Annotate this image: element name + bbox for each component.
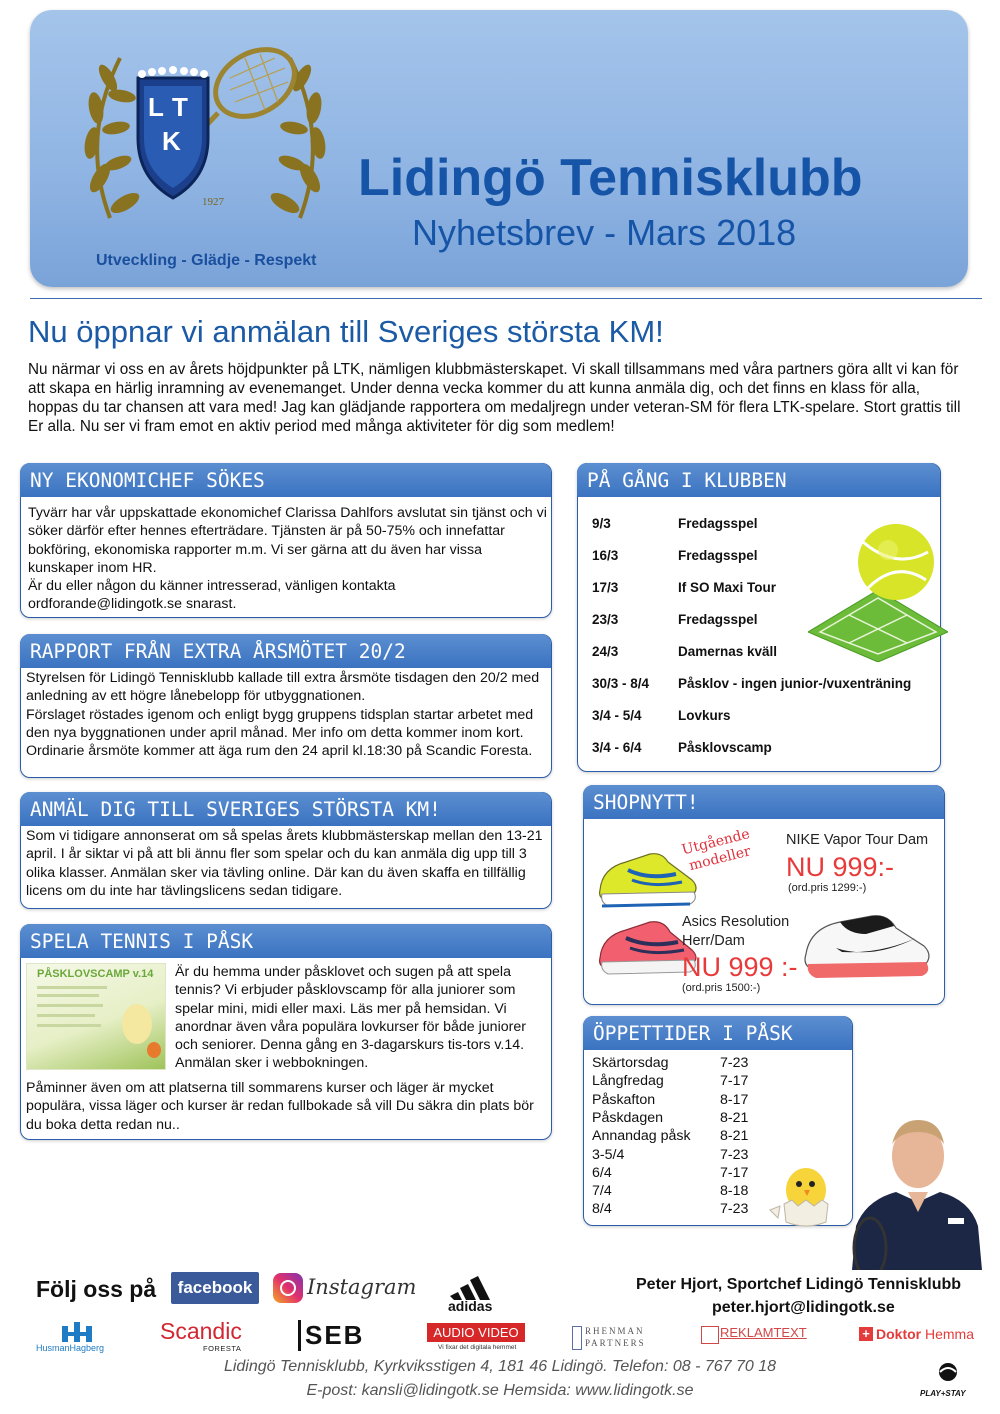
logo-letter-k: K: [162, 126, 181, 156]
economist-box: [20, 463, 552, 618]
sponsor-rhenman: RHENMAN: [585, 1326, 645, 1336]
outgoing-models-tag: Utgående modeller: [680, 826, 753, 875]
calendar-box: [577, 463, 941, 772]
easter-tennis-title: SPELA TENNIS I PÅSK: [20, 924, 551, 958]
reklamtext-icon: [701, 1326, 719, 1344]
economist-text: Tyvärr har vår uppskattade ekonomichef Clarissa Dahlfors avslutat sin tjänst och vi söker därför efter hennes efterträdare. Tjänsten är på 50-75% och innefattar bokföring, ekonomiska rapporter m.m. Vi ser gärna att du även har vissa kunskaper inom HR.: [28, 505, 547, 576]
calendar-date: 9/3: [592, 516, 611, 531]
summer-courses-text: Påminner även om att platserna till sommarens kurser och läger är mycket populära, vissa läger och kurser är redan fullbokade så vill Du säkra din plats bör du boka detta redan nu..: [26, 1080, 534, 1133]
opening-hours-time: 7-23: [720, 1201, 749, 1218]
opening-hours-day: 8/4: [592, 1201, 612, 1218]
opening-hours-day: Skärtorsdag: [592, 1055, 669, 1071]
calendar-date: 23/3: [592, 612, 619, 627]
club-title: Lidingö Tennisklubb: [358, 149, 863, 207]
opening-hours-title: ÖPPETTIDER I PÅSK: [583, 1016, 852, 1050]
shop-title: SHOPNYTT!: [583, 785, 944, 819]
club-slogan: Utveckling - Glädje - Respekt: [96, 252, 317, 269]
opening-hours-row: [592, 1073, 749, 1090]
logo-letter-l: L: [148, 92, 164, 122]
club-logo: [70, 18, 340, 258]
opening-hours-day: Påskafton: [592, 1091, 656, 1108]
opening-hours-row: [592, 1091, 749, 1108]
facebook-link[interactable]: facebook: [171, 1272, 259, 1304]
follow-us-label: Följ oss på: [36, 1276, 157, 1302]
calendar-date: 3/4 - 5/4: [592, 708, 642, 723]
opening-hours-time: 8-18: [720, 1183, 749, 1200]
sponsor-reklamtext: REKLAMTEXT: [720, 1325, 807, 1340]
opening-hours-day: Annandag påsk: [592, 1128, 691, 1145]
product-asics-price: NU 999 :-: [682, 952, 798, 982]
calendar-event: Lovkurs: [678, 708, 731, 723]
opening-hours-row: [592, 1128, 749, 1145]
main-headline: Nu öppnar vi anmälan till Sveriges största KM!: [28, 314, 664, 349]
opening-hours-row: [592, 1109, 749, 1126]
calendar-date: 16/3: [592, 548, 619, 563]
calendar-date: 17/3: [592, 580, 619, 595]
opening-hours-row: [592, 1146, 749, 1163]
opening-hours-row: [592, 1183, 749, 1200]
nike-shoe-image: [796, 908, 936, 988]
opening-hours-time: 7-17: [720, 1073, 749, 1090]
easter-chick-image: [766, 1160, 836, 1230]
calendar-event: If SO Maxi Tour: [678, 580, 777, 595]
product-nike-ord-price: (ord.pris 1299:-): [788, 882, 867, 894]
sponsor-scandic-sub: FORESTA: [203, 1344, 242, 1353]
doktorhemma-icon: +: [859, 1327, 873, 1341]
sportchef-photo: [852, 1108, 982, 1270]
product-asics-ord-price: (ord.pris 1500:-): [682, 982, 761, 994]
sponsor-adidas: adidas: [448, 1298, 493, 1314]
opening-hours-day: Långfredag: [592, 1073, 664, 1090]
km-text: Som vi tidigare annonserat om så spelas årets klubbmästerskap mellan den 13-21 april. I år siktar vi på att bli ännu fler som spelar och du kan anmäla dig upp till 3 olika klasser. Anmälan sker via tävling online. Där kan du även skaffa en tillfällig licens om du inte har tävlingslicens sedan tidigare.: [26, 828, 543, 899]
economist-title: NY EKONOMICHEF SÖKES: [20, 463, 551, 497]
km-box: [20, 792, 552, 909]
playstay-icon: [928, 1362, 968, 1390]
calendar-event: Fredagsspel: [678, 612, 758, 627]
calendar-date: 3/4 - 6/4: [592, 740, 642, 755]
annual-meeting-box: [20, 634, 552, 778]
calendar-event: Fredagsspel: [678, 516, 758, 531]
calendar-date: 24/3: [592, 644, 619, 659]
shop-box: [583, 785, 945, 1005]
opening-hours-time: 8-21: [720, 1109, 749, 1126]
opening-hours-time: 7-17: [720, 1164, 749, 1181]
sponsor-scandic: Scandic: [160, 1318, 242, 1344]
opening-hours-time: 8-21: [720, 1128, 749, 1145]
easter-tennis-text: Är du hemma under påsklovet och sugen på att spela tennis? Vi erbjuder påsklovscamp för alla juniorer som spelar mini, midi eller maxi. Läs mer på hemsidan. Vi anordnar även våra populära lovkurser för både juniorer och seniorer. Denna gång en 3-dagarskurs tis-tors v.14. Anmälan sker i webbokningen.: [175, 964, 526, 1072]
opening-hours-day: 6/4: [592, 1164, 612, 1181]
sponsor-husmanhagberg: HusmanHagberg: [36, 1343, 105, 1353]
poster-title: PÅSKLOVSCAMP v.14: [37, 968, 154, 980]
product-asics-name: Asics Resolution: [682, 914, 790, 930]
husmanhagberg-icon: [60, 1322, 94, 1342]
opening-hours-time: 7-23: [720, 1146, 749, 1163]
easter-camp-poster: [26, 963, 166, 1070]
opening-hours-time: 8-17: [720, 1091, 749, 1108]
contact-name: Peter Hjort, Sportchef Lidingö Tennisklubb: [636, 1276, 962, 1293]
opening-hours-day: 7/4: [592, 1183, 612, 1200]
sponsor-audio-video: AUDIO VIDEO: [427, 1323, 525, 1342]
opening-hours-time: 7-23: [720, 1055, 749, 1071]
instagram-link[interactable]: Instagram: [307, 1275, 417, 1299]
km-title: ANMÄL DIG TILL SVERIGES STÖRSTA KM!: [20, 792, 551, 826]
logo-letter-t: T: [172, 92, 188, 122]
instagram-icon[interactable]: [273, 1273, 303, 1303]
easter-tennis-box: [20, 924, 552, 1140]
sponsor-hemma: Hemma: [925, 1326, 975, 1342]
opening-hours-row: [592, 1201, 749, 1218]
calendar-title: PÅ GÅNG I KLUBBEN: [577, 463, 940, 497]
adidas-stripes-icon: [448, 1276, 502, 1300]
product-nike-name: NIKE Vapor Tour Dam: [786, 832, 929, 848]
opening-hours-day: Påskdagen: [592, 1109, 663, 1126]
footer-address: Lidingö Tennisklubb, Kyrkviksstigen 4, 181 46 Lidingö. Telefon: 08 - 767 70 18: [223, 1358, 777, 1375]
sponsor-doktor: Doktor: [876, 1326, 922, 1342]
calendar-event: Damernas kväll: [678, 644, 778, 659]
calendar-event: Fredagsspel: [678, 548, 758, 563]
logo-year: 1927: [202, 196, 224, 208]
contact-email[interactable]: peter.hjort@lidingotk.se: [712, 1299, 895, 1316]
economist-contact: Är du eller någon du känner intresserad, vänligen kontakta ordforande@lidingotk.se snarast.: [28, 578, 396, 613]
annual-meeting-title: RAPPORT FRÅN EXTRA ÅRSMÖTET 20/2: [20, 634, 551, 668]
calendar-event: Påsklovscamp: [678, 740, 772, 755]
header-divider: [30, 298, 982, 299]
sponsor-seb: SEB: [298, 1320, 364, 1351]
opening-hours-day: 3-5/4: [592, 1146, 625, 1163]
intro-paragraph: Nu närmar vi oss en av årets höjdpunkter på LTK, nämligen klubbmästerskapet. Vi skall tillsammans med våra partners göra allt vi kan för att skapa en härlig inramning av evenemanget. Under denna vecka kommer du att kunna anmäla dig, och det finns en klass för alla, hoppas du tar chansen att vara med! Jag kan glädjande rapportera om medaljregn under veteran-SM för flera LTK-spelare. Stort grattis till Er alla. Nu ser vi fram emot en aktiv period med många aktiviteter för dig som medlem!: [28, 361, 961, 435]
product-asics-subtitle: Herr/Dam: [682, 933, 745, 949]
calendar-date: 30/3 - 8/4: [592, 676, 650, 691]
product-nike-price: NU 999:-: [786, 852, 895, 882]
opening-hours-row: [592, 1055, 749, 1071]
annual-meeting-text-1: Styrelsen för Lidingö Tennisklubb kallade till extra årsmöte tisdagen den 20/2 med anledning av ett högre lånebelopp för utbyggnationen.: [26, 670, 540, 705]
calendar-event: Påsklov - ingen junior-/vuxenträning: [678, 676, 912, 691]
rhenman-icon: [572, 1326, 582, 1350]
newsletter-subtitle: Nyhetsbrev - Mars 2018: [412, 212, 797, 253]
annual-meeting-text-2: Förslaget röstades igenom och enligt bygg gruppens tidsplan startar arbetet med den nya byggnationen under april månad. Mer info om detta kommer inom kort. Ordinarie årsmöte kommer att äga rum den 24 april kl.18:30 på Scandic Foresta.: [26, 706, 534, 760]
tennis-court-illustration: [808, 522, 948, 662]
sponsor-playstay: PLAY+STAY: [920, 1389, 966, 1398]
sponsor-rhenman-partners: PARTNERS: [585, 1338, 646, 1348]
footer-contact: E-post: kansli@lidingotk.se Hemsida: www.lidingotk.se: [306, 1382, 694, 1399]
sponsor-audio-video-sub: Vi fixar det digitala hemmet: [438, 1344, 517, 1351]
opening-hours-row: [592, 1164, 749, 1181]
